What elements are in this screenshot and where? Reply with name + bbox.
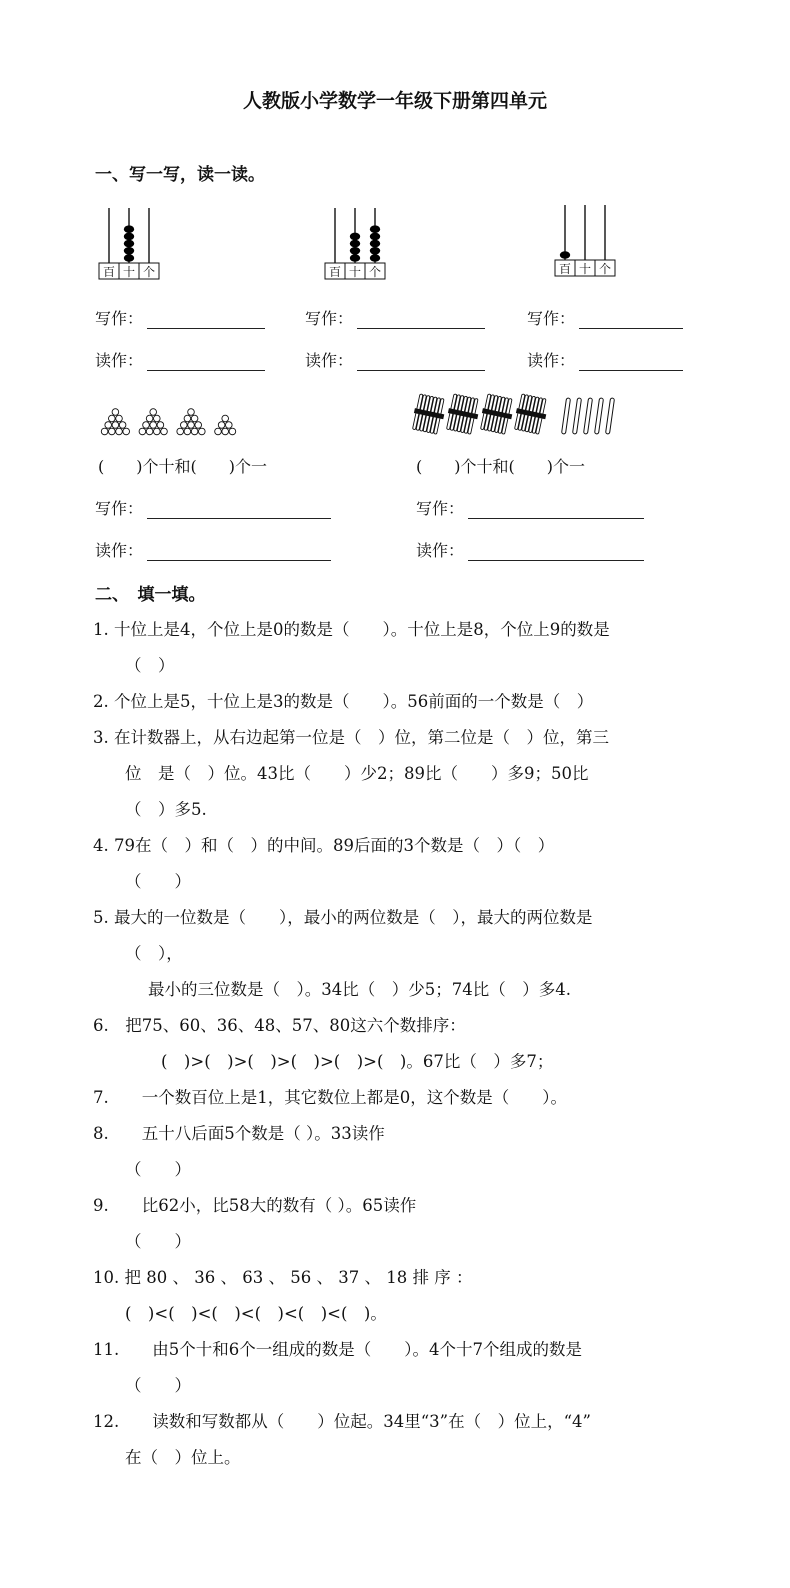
abacus-place-label: 个	[142, 265, 156, 279]
q10-part: 、	[364, 1268, 381, 1287]
single-stick	[573, 398, 582, 434]
bead	[146, 415, 153, 422]
sticks-write-row	[416, 496, 644, 519]
q12-line1: 12. 读数和写数都从（ ）位起。34里“3”在（ ）位上，“4”	[93, 1412, 591, 1431]
q4-line2: （ ）	[125, 872, 191, 891]
abacus3-write-row	[527, 306, 683, 329]
q1-line1: 1. 十位上是4，个位上是0的数是（ ）。十位上是8，个位上9的数是	[93, 620, 610, 639]
write-label: 写作：	[527, 309, 576, 328]
bead	[105, 422, 112, 429]
bead	[199, 428, 206, 435]
abacus-bead	[350, 233, 360, 241]
q2-line: 2. 个位上是5，十位上是3的数是（ ）。56前面的一个数是（ ）	[93, 692, 594, 711]
beads-write-blank[interactable]	[147, 500, 331, 519]
abacus3-write-blank[interactable]	[579, 310, 683, 329]
q10-part: 37	[338, 1268, 360, 1287]
q9-line2: （ ）	[125, 1232, 191, 1251]
abacus3-read-row	[527, 348, 683, 371]
q6-line1: 6. 把75、60、36、48、57、80这六个数排序：	[93, 1016, 466, 1035]
q9-right: ）。65读作	[337, 1196, 417, 1215]
stick-bundles	[410, 390, 630, 440]
beads-count-text: ( )个十和( )个一	[98, 457, 267, 476]
abacus-bead	[350, 254, 360, 262]
q4-line1: 4. 79在（ ）和（ ）的中间。89后面的3个数是（ ）（ ）	[93, 836, 555, 855]
bead	[123, 428, 130, 435]
abacus-place-label: 个	[368, 265, 382, 279]
single-stick	[595, 398, 604, 434]
bead	[195, 422, 202, 429]
abacus-place-label: 十	[122, 265, 136, 279]
bead-triangles	[97, 408, 297, 448]
q3-line2: 位 是（ ）位。43比（ ）少2；89比（ ）多9；50比	[125, 764, 589, 783]
bead	[191, 428, 198, 435]
abacus1-write-row	[95, 306, 265, 329]
sticks-read-row	[416, 538, 644, 561]
abacus-bead	[350, 247, 360, 255]
bead	[143, 422, 150, 429]
read-label: 读作：	[527, 351, 576, 370]
stick-bundle	[513, 393, 550, 434]
abacus2-read-row	[305, 348, 485, 371]
read-label: 读作：	[305, 351, 354, 370]
q5-line1: 5. 最大的一位数是（ ），最小的两位数是（ ），最大的两位数是	[93, 908, 593, 927]
q10-part: 56	[290, 1268, 312, 1287]
q10-part: 把	[124, 1268, 141, 1287]
q10-part: 36	[194, 1268, 216, 1287]
section1-heading: 一、写一写，读一读。	[95, 165, 265, 185]
q3-line1: 3. 在计数器上，从右边起第一位是（ ）位，第二位是（ ）位，第三	[93, 728, 609, 747]
bead	[119, 422, 126, 429]
abacus2-write-row	[305, 306, 485, 329]
abacus-place-label: 个	[598, 262, 612, 276]
bead	[116, 415, 123, 422]
q10-part: 、	[316, 1268, 333, 1287]
single-stick	[584, 398, 593, 434]
q7-line: 7. 一个数百位上是1，其它数位上都是0，这个数是（ ）。	[93, 1088, 567, 1107]
bead	[218, 422, 225, 429]
write-label: 写作：	[305, 309, 354, 328]
q5-line2: （ ），	[125, 944, 183, 963]
bead	[146, 428, 153, 435]
bead-triangle	[215, 415, 236, 435]
abacus-bead	[370, 247, 380, 255]
bead	[112, 409, 119, 416]
abacus-bead	[124, 254, 134, 262]
bead	[154, 415, 161, 422]
q10-part: 序	[434, 1268, 451, 1287]
sticks-read-blank[interactable]	[468, 542, 644, 561]
bead	[184, 415, 191, 422]
stick-bundle	[445, 393, 482, 434]
write-label: 写作：	[95, 499, 144, 518]
q9-left: 9. 比62小，比58大的数有（	[93, 1196, 333, 1215]
abacus-bead	[124, 240, 134, 248]
q10-part: 80	[146, 1268, 168, 1287]
q9-line1	[93, 1188, 693, 1224]
single-stick	[562, 398, 571, 434]
abacus2-read-blank[interactable]	[357, 352, 485, 371]
q1-line2: （ ）	[125, 656, 175, 675]
abacus-2	[325, 208, 395, 283]
abacus-bead	[370, 225, 380, 233]
q3-line3: （ ）多5.	[125, 800, 207, 819]
q12-line2: 在（ ）位上。	[125, 1448, 241, 1467]
abacus-bead	[370, 233, 380, 241]
bead	[161, 428, 168, 435]
q5-line3: 最小的三位数是（ ）。34比（ ）少5；74比（ ）多4.	[148, 980, 571, 999]
write-label: 写作：	[95, 309, 144, 328]
abacus1-read-blank[interactable]	[147, 352, 265, 371]
q8-left: 8. 五十八后面5个数是（	[93, 1124, 301, 1143]
q10-line1	[93, 1260, 693, 1296]
q8-right: ）。33读作	[306, 1124, 385, 1143]
q10-part: 18	[386, 1268, 408, 1287]
bead	[188, 409, 195, 416]
bead	[222, 415, 229, 422]
sticks-write-blank[interactable]	[468, 500, 644, 519]
abacus-place-label: 百	[102, 265, 116, 279]
q8-line1	[93, 1116, 693, 1152]
q10-part: 63	[242, 1268, 264, 1287]
read-label: 读作：	[95, 541, 144, 560]
bead-triangle	[101, 409, 129, 435]
abacus-bead	[370, 254, 380, 262]
abacus-place-label: 十	[348, 265, 362, 279]
q6-line2: ( )>( )>( )>( )>( )>( )。67比（ ）多7；	[161, 1052, 554, 1071]
q10-part: 10.	[93, 1268, 120, 1287]
sticks-count-text: ( )个十和( )个一	[416, 457, 585, 476]
section2-heading: 二、 填一填。	[95, 585, 206, 605]
bead	[109, 415, 116, 422]
bead-triangle	[139, 409, 167, 435]
bead	[116, 428, 123, 435]
abacus2-write-blank[interactable]	[357, 310, 485, 329]
q10-line2: ( )<( )<( )<( )<( )<( )。	[125, 1304, 387, 1323]
q10-part: 、	[172, 1268, 189, 1287]
abacus-bead	[370, 240, 380, 248]
q11-line1: 11. 由5个十和6个一组成的数是（ ）。4个十7个组成的数是	[93, 1340, 582, 1359]
abacus-bead	[124, 233, 134, 241]
q10-part: ：	[456, 1268, 473, 1287]
bead	[101, 428, 108, 435]
q10-part: 排	[412, 1268, 429, 1287]
abacus3-read-blank[interactable]	[579, 352, 683, 371]
bead	[150, 422, 157, 429]
bead	[229, 428, 236, 435]
q10-part: 、	[268, 1268, 285, 1287]
abacus-3	[555, 205, 625, 280]
read-label: 读作：	[95, 351, 144, 370]
abacus1-read-row	[95, 348, 265, 371]
bead	[177, 428, 184, 435]
q8-line2: （ ）	[125, 1160, 191, 1179]
page-title: 人教版小学数学一年级下册第四单元	[242, 90, 547, 112]
bead	[191, 415, 198, 422]
bead	[226, 422, 233, 429]
bead	[157, 422, 164, 429]
beads-write-row	[95, 496, 331, 519]
bead	[150, 409, 157, 416]
bead	[109, 428, 116, 435]
q10-part: 、	[220, 1268, 237, 1287]
abacus-place-label: 百	[558, 262, 572, 276]
bead	[154, 428, 161, 435]
single-stick	[606, 398, 615, 434]
bead	[139, 428, 146, 435]
abacus-bead	[350, 240, 360, 248]
bead	[181, 422, 188, 429]
read-label: 读作：	[416, 541, 465, 560]
bead	[112, 422, 119, 429]
questions-block	[93, 612, 693, 1476]
abacus-1	[99, 208, 169, 283]
bead	[222, 428, 229, 435]
abacus-bead	[124, 247, 134, 255]
bead	[215, 428, 222, 435]
bead	[188, 422, 195, 429]
stick-bundle	[479, 393, 516, 434]
abacus-place-label: 十	[578, 262, 592, 276]
bead-triangle	[177, 409, 205, 435]
abacus-bead	[560, 251, 570, 259]
q11-line2: （ ）	[125, 1376, 191, 1395]
abacus1-write-blank[interactable]	[147, 310, 265, 329]
write-label: 写作：	[416, 499, 465, 518]
bead	[184, 428, 191, 435]
abacus-place-label: 百	[328, 265, 342, 279]
beads-read-row	[95, 538, 331, 561]
stick-bundle	[411, 393, 448, 434]
abacus-bead	[124, 225, 134, 233]
beads-read-blank[interactable]	[147, 542, 331, 561]
